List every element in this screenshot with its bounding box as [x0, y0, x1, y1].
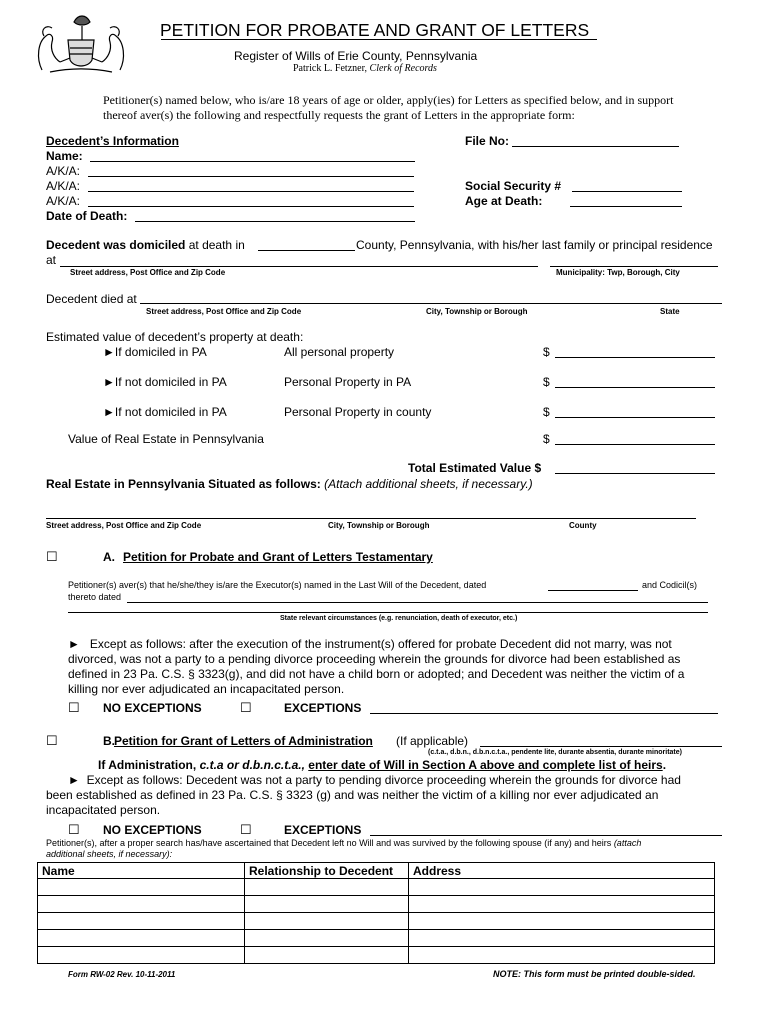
ssn-label: Social Security #	[465, 179, 562, 193]
section-b-letter: B.	[103, 734, 115, 748]
total-field[interactable]	[555, 459, 715, 474]
section-b-exceptions-label: EXCEPTIONS	[284, 823, 362, 837]
intro-line-1: Petitioner(s) named below, who is/are 18 years of age or older, apply(ies) for Letters as specified below, and in support	[103, 93, 674, 107]
re-caption-county: County	[569, 521, 597, 530]
column-header-name: Name	[38, 863, 245, 879]
heir-name-cell[interactable]	[38, 896, 245, 913]
section-a-exceptions-field[interactable]	[370, 713, 718, 714]
property-row-2-value[interactable]	[555, 373, 715, 388]
heir-address-cell[interactable]	[409, 879, 715, 896]
section-b-no-exceptions-label: NO EXCEPTIONS	[103, 823, 202, 837]
will-date-field[interactable]	[548, 590, 638, 591]
section-a-except-line-4: killing nor ever adjudicated an incapacitated person.	[68, 682, 345, 696]
property-row-1-condition: ►If domiciled in PA	[103, 345, 207, 359]
property-row-2-condition: ►If not domiciled in PA	[103, 375, 227, 389]
real-estate-value-label: Value of Real Estate in Pennsylvania	[68, 432, 264, 446]
dod-field[interactable]	[135, 207, 415, 222]
section-a-no-exceptions-checkbox[interactable]: ☐	[68, 700, 80, 715]
real-estate-address-field[interactable]	[46, 518, 696, 519]
property-row-3-value[interactable]	[555, 403, 715, 418]
heir-name-cell[interactable]	[38, 930, 245, 947]
clerk-line	[293, 63, 437, 74]
age-label: Age at Death:	[465, 194, 543, 208]
dod-label: Date of Death:	[46, 209, 128, 223]
property-row-2-currency: $	[543, 375, 550, 389]
section-a-except-line-3: defined in 23 Pa. C.S. § 3323(g), and did not have a child born or adopted; and Decedent was neither the victim of a	[68, 667, 685, 681]
aka2-field[interactable]	[88, 177, 414, 192]
table-row	[38, 879, 715, 896]
clerk-name: Patrick L. Fetzner,	[293, 63, 368, 74]
table-row	[38, 930, 715, 947]
real-estate-situated-note: (Attach additional sheets, if necessary.)	[324, 477, 533, 491]
heir-relationship-cell[interactable]	[245, 879, 409, 896]
heir-relationship-cell[interactable]	[245, 913, 409, 930]
section-b-checkbox[interactable]: ☐	[46, 733, 58, 748]
section-b-except-line-1: ► Except as follows: Decedent was not a party to pending divorce proceeding wherein the grounds for divorce had	[68, 773, 681, 787]
search-text-2: additional sheets, if necessary):	[46, 849, 173, 859]
heir-relationship-cell[interactable]	[245, 896, 409, 913]
real-estate-situated	[46, 477, 533, 491]
admin-type-field[interactable]	[480, 746, 722, 747]
search-text: Petitioner(s), after a proper search has/have ascertained that Decedent left no Will and was survived by the following spouse (if any) and heirs (attach	[46, 838, 642, 848]
property-row-3-condition: ►If not domiciled in PA	[103, 405, 227, 419]
section-b-except-line-3: incapacitated person.	[46, 803, 161, 817]
heir-address-cell[interactable]	[409, 947, 715, 964]
circumstances-caption: State relevant circumstances (e.g. renunciation, death of executor, etc.)	[280, 615, 518, 622]
codicil-date-field[interactable]	[127, 602, 708, 603]
heirs-table	[37, 862, 715, 964]
page-title: PETITION FOR PROBATE AND GRANT OF LETTERS	[160, 20, 590, 40]
table-row	[38, 947, 715, 964]
died-caption-city: City, Township or Borough	[426, 307, 528, 316]
died-label: Decedent died at	[46, 292, 137, 306]
re-caption-city: City, Township or Borough	[328, 521, 430, 530]
decedent-heading: Decedent’s Information	[46, 134, 179, 148]
real-estate-currency: $	[543, 432, 550, 446]
section-a-except-line-2: divorced, was not a party to a pending divorce proceeding wherein the grounds for divorce had been established as	[68, 652, 681, 666]
footer-note: NOTE: This form must be printed double-sided.	[493, 969, 696, 979]
aka1-field[interactable]	[88, 162, 414, 177]
clerk-title: Clerk of Records	[369, 63, 437, 74]
admin-instruction: If Administration, c.t.a or d.b.n.c.t.a., enter date of Will in Section A above and complete list of heirs.	[98, 758, 667, 772]
file-no-label: File No:	[465, 134, 509, 148]
file-no-field[interactable]	[512, 132, 679, 147]
arrow-icon: ►	[68, 637, 80, 651]
intro-line-2: thereof aver(s) the following and respectfully requests the grant of Letters in the appropriate form:	[103, 108, 575, 122]
aka1-label: A/K/A:	[46, 164, 81, 178]
circumstances-field[interactable]	[68, 612, 708, 613]
section-a-checkbox[interactable]: ☐	[46, 549, 58, 564]
section-a-title: Petition for Probate and Grant of Letters Testamentary	[123, 550, 433, 564]
heir-address-cell[interactable]	[409, 930, 715, 947]
heir-name-cell[interactable]	[38, 947, 245, 964]
section-a-letter: A.	[103, 550, 115, 564]
arrow-icon: ►	[68, 773, 80, 787]
property-row-1-kind: All personal property	[284, 345, 395, 359]
aka3-label: A/K/A:	[46, 194, 81, 208]
heir-relationship-cell[interactable]	[245, 930, 409, 947]
domicile-caption-municipality: Municipality: Twp, Borough, City	[556, 268, 680, 277]
aka3-field[interactable]	[88, 192, 414, 207]
aka2-label: A/K/A:	[46, 179, 81, 193]
re-caption-address: Street address, Post Office and Zip Code	[46, 521, 202, 530]
heirs-table-header	[38, 863, 715, 879]
heir-name-cell[interactable]	[38, 879, 245, 896]
section-b-exceptions-field[interactable]	[370, 835, 722, 836]
age-field[interactable]	[570, 192, 682, 207]
county-subtitle: Register of Wills of Erie County, Pennsylvania	[234, 49, 478, 63]
domicile-caption-address: Street address, Post Office and Zip Code	[70, 268, 226, 277]
section-b-exceptions-checkbox[interactable]: ☐	[240, 822, 252, 837]
died-address-field[interactable]	[140, 303, 722, 304]
name-label: Name:	[46, 149, 83, 163]
column-header-address: Address	[409, 863, 715, 879]
section-a-thereto: thereto dated	[68, 592, 122, 602]
section-a-aver: Petitioner(s) aver(s) that he/she/they is/are the Executor(s) named in the Last Will of the Decedent, dated	[68, 580, 487, 590]
section-a-exceptions-checkbox[interactable]: ☐	[240, 700, 252, 715]
died-caption-state: State	[660, 307, 680, 316]
domicile-address-field[interactable]	[60, 266, 538, 267]
section-a-no-exceptions-label: NO EXCEPTIONS	[103, 701, 202, 715]
column-header-relationship: Relationship to Decedent	[245, 863, 409, 879]
domicile-county-field[interactable]	[258, 250, 355, 251]
section-b-except-line-2: been established as defined in 23 Pa. C.S. § 3323 (g) and was neither the victim of a killing nor ever adjudicated an	[46, 788, 659, 802]
section-a-except-line-1: ► Except as follows: after the execution of the instrument(s) offered for probate Decedent did not marry, was not	[68, 637, 672, 651]
domicile-at-label: at	[46, 253, 57, 267]
total-label: Total Estimated Value $	[408, 461, 542, 475]
domicile-bold: Decedent was domiciled	[46, 238, 186, 252]
property-row-3-kind: Personal Property in county	[284, 405, 432, 419]
domicile-text-1: at death in	[188, 238, 245, 252]
domicile-line	[46, 238, 245, 252]
domicile-municipality-field[interactable]	[550, 266, 718, 267]
property-row-1-value[interactable]	[555, 343, 715, 358]
property-row-3-currency: $	[543, 405, 550, 419]
property-row-1-currency: $	[543, 345, 550, 359]
real-estate-situated-label: Real Estate in Pennsylvania Situated as follows:	[46, 477, 321, 491]
form-id: Form RW-02 Rev. 10-11-2011	[68, 970, 176, 979]
ssn-field[interactable]	[572, 177, 682, 192]
section-a-exceptions-label: EXCEPTIONS	[284, 701, 362, 715]
section-b-applicable: (If applicable)	[396, 734, 469, 748]
heir-name-cell[interactable]	[38, 913, 245, 930]
name-field[interactable]	[90, 147, 415, 162]
domicile-text-2: County, Pennsylvania, with his/her last family or principal residence	[356, 238, 713, 252]
section-b-no-exceptions-checkbox[interactable]: ☐	[68, 822, 80, 837]
section-b-title: Petition for Grant of Letters of Administration	[114, 734, 373, 748]
coat-of-arms-icon	[30, 10, 132, 76]
section-a-codicil: and Codicil(s)	[642, 580, 698, 590]
property-heading: Estimated value of decedent’s property at death:	[46, 330, 304, 344]
heir-relationship-cell[interactable]	[245, 947, 409, 964]
table-row	[38, 896, 715, 913]
heir-address-cell[interactable]	[409, 896, 715, 913]
heir-address-cell[interactable]	[409, 913, 715, 930]
property-row-2-kind: Personal Property in PA	[284, 375, 412, 389]
table-row	[38, 913, 715, 930]
admin-types-caption: (c.t.a., d.b.n., d.b.n.c.t.a., pendente lite, durante absentia, durante minoritate)	[428, 749, 682, 756]
real-estate-value-field[interactable]	[555, 444, 715, 445]
died-caption-address: Street address, Post Office and Zip Code	[146, 307, 302, 316]
